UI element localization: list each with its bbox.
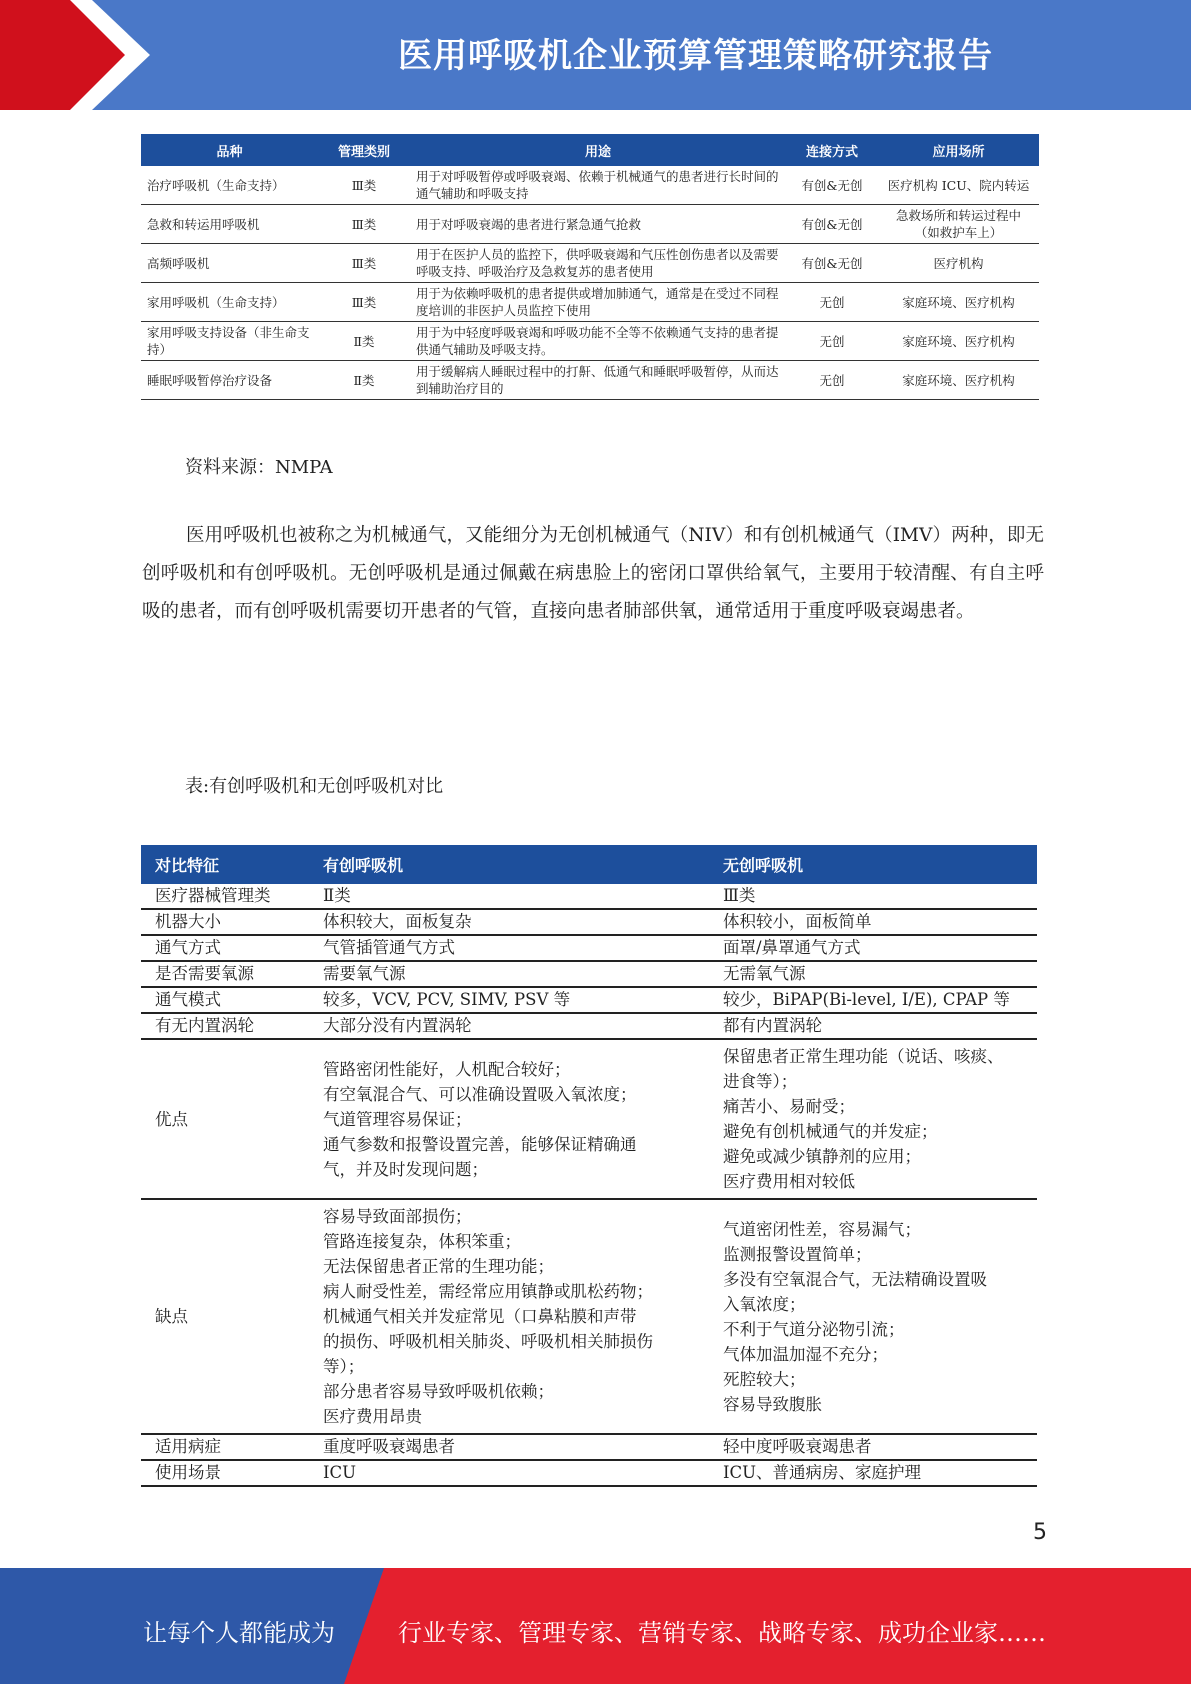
cell-line: 监测报警设置简单；: [723, 1244, 872, 1264]
cell-invasive: [309, 909, 709, 935]
cell-usage: 用于对呼吸衰竭的患者进行紧急通气抢救: [410, 205, 786, 244]
table-row: [141, 1199, 1037, 1434]
page-number: 5: [1033, 1520, 1047, 1545]
cell-class: Ⅱ类: [318, 361, 410, 400]
cell-feature: 缺点: [141, 1199, 309, 1434]
table-row: [141, 909, 1037, 935]
table-row: [141, 1434, 1037, 1460]
cell-usage: 用于为依赖呼吸机的患者提供或增加肺通气，通常是在受过不同程度培训的非医护人员监控下使用: [410, 283, 786, 322]
cell-line: Ⅲ类: [723, 886, 756, 905]
cell-connection: 无创: [786, 283, 878, 322]
cell-line: 有空氧混合气、可以准确设置吸入氧浓度；: [323, 1084, 637, 1104]
cell-line: 通气参数和报警设置完善，能够保证精确通: [323, 1134, 637, 1154]
cell-noninvasive: [709, 1460, 1037, 1486]
cell-connection: 无创: [786, 322, 878, 361]
cell-invasive: [309, 1460, 709, 1486]
cell-variety: 睡眠呼吸暂停治疗设备: [141, 361, 318, 400]
table-row: [141, 205, 1039, 244]
cell-feature: 是否需要氧源: [141, 961, 309, 987]
cell-noninvasive: [709, 987, 1037, 1013]
cell-invasive: [309, 961, 709, 987]
table-row: [141, 283, 1039, 322]
cell-variety: 治疗呼吸机（生命支持）: [141, 166, 318, 205]
table-row: [141, 244, 1039, 283]
col-header-variety: 品种: [141, 134, 318, 166]
page-footer: [0, 1568, 1191, 1684]
table-row: [141, 322, 1039, 361]
cell-line: 气体加温加湿不充分；: [723, 1344, 888, 1364]
cell-variety: 高频呼吸机: [141, 244, 318, 283]
cell-line: 医疗费用昂贵: [323, 1407, 422, 1426]
cell-class: Ⅲ类: [318, 205, 410, 244]
cell-usage: 用于缓解病人睡眠过程中的打鼾、低通气和睡眠呼吸暂停，从而达到辅助治疗目的: [410, 361, 786, 400]
cell-noninvasive: [709, 1434, 1037, 1460]
cell-line: 避免或减少镇静剂的应用；: [723, 1147, 921, 1166]
cell-variety: 家用呼吸机（生命支持）: [141, 283, 318, 322]
cell-line: 容易导致腹胀: [723, 1394, 822, 1414]
cell-line: 都有内置涡轮: [723, 1016, 822, 1035]
cell-feature: 通气模式: [141, 987, 309, 1013]
cell-class: Ⅲ类: [318, 244, 410, 283]
footer-slogan-right: 行业专家、管理专家、营销专家、战略专家、成功企业家……: [398, 1619, 1046, 1647]
cell-feature: 使用场景: [141, 1460, 309, 1486]
cell-noninvasive: [709, 909, 1037, 935]
cell-line: 较多，VCV, PCV, SIMV, PSV 等: [323, 990, 571, 1009]
cell-connection: 有创&无创: [786, 205, 878, 244]
cell-class: Ⅲ类: [318, 166, 410, 205]
cell-line: 气道管理容易保证；: [323, 1109, 472, 1129]
cell-line: 保留患者正常生理功能（说话、咳痰、: [723, 1047, 1004, 1066]
table-row: [141, 166, 1039, 205]
cell-class: Ⅱ类: [318, 322, 410, 361]
cell-place: 急救场所和转运过程中（如救护车上）: [878, 205, 1039, 244]
cell-invasive: [309, 1434, 709, 1460]
cell-line: 气，并及时发现问题；: [323, 1159, 488, 1179]
cell-noninvasive: [709, 961, 1037, 987]
cell-connection: 有创&无创: [786, 166, 878, 205]
table-row: [141, 935, 1037, 961]
cell-line: 面罩/鼻罩通气方式: [723, 938, 861, 957]
table-row: [141, 987, 1037, 1013]
cell-line: 机械通气相关并发症常见（口鼻粘膜和声带: [323, 1307, 637, 1326]
cell-place: 家庭环境、医疗机构: [878, 361, 1039, 400]
col-header-feature: 对比特征: [141, 845, 309, 884]
cell-line: 病人耐受性差，需经常应用镇静或肌松药物；: [323, 1282, 653, 1301]
cell-line: 较少，BiPAP(Bi-level, I/E), CPAP 等: [723, 990, 1010, 1009]
cell-line: 轻中度呼吸衰竭患者: [723, 1437, 872, 1456]
cell-variety: 家用呼吸支持设备（非生命支持）: [141, 322, 318, 361]
cell-noninvasive: [709, 1039, 1037, 1199]
cell-line: 痛苦小、易耐受；: [723, 1097, 855, 1116]
cell-place: 家庭环境、医疗机构: [878, 283, 1039, 322]
table-row: [141, 1039, 1037, 1199]
cell-invasive: [309, 1199, 709, 1434]
comparison-table-body: [141, 884, 1037, 1486]
col-header-noninvasive: 无创呼吸机: [709, 845, 1037, 884]
data-source-note: 资料来源：NMPA: [185, 457, 333, 478]
col-header-place: 应用场所: [878, 134, 1039, 166]
cell-usage: 用于在医护人员的监控下，供呼吸衰竭和气压性创伤患者以及需要呼吸支持、呼吸治疗及急救复苏的患者使用: [410, 244, 786, 283]
cell-invasive: [309, 987, 709, 1013]
cell-invasive: [309, 1013, 709, 1039]
cell-feature: 医疗器械管理类: [141, 884, 309, 909]
col-header-usage: 用途: [410, 134, 786, 166]
cell-feature: 适用病症: [141, 1434, 309, 1460]
cell-noninvasive: [709, 1199, 1037, 1434]
cell-line: 气道密闭性差，容易漏气；: [723, 1219, 921, 1239]
cell-line: 进食等）；: [723, 1072, 798, 1091]
cell-line: 部分患者容易导致呼吸机依赖；: [323, 1382, 554, 1401]
cell-line: 不利于气道分泌物引流；: [723, 1319, 905, 1339]
cell-line: 容易导致面部损伤；: [323, 1207, 472, 1226]
col-header-invasive: 有创呼吸机: [309, 845, 709, 884]
cell-line: 体积较小，面板简单: [723, 912, 872, 931]
table-caption: 表:有创呼吸机和无创呼吸机对比: [185, 776, 444, 797]
cell-line: 无需氧气源: [723, 964, 806, 983]
cell-feature: 有无内置涡轮: [141, 1013, 309, 1039]
cell-line: 体积较大，面板复杂: [323, 912, 472, 931]
cell-line: 需要氧气源: [323, 964, 406, 983]
ventilator-category-table: [141, 134, 1039, 400]
cell-feature: 通气方式: [141, 935, 309, 961]
cell-line: 等）；: [323, 1357, 365, 1376]
cell-noninvasive: [709, 935, 1037, 961]
cell-line: 管路连接复杂，体积笨重；: [323, 1232, 521, 1251]
cell-place: 医疗机构 ICU、院内转运: [878, 166, 1039, 205]
cell-invasive: [309, 935, 709, 961]
cell-feature: 优点: [141, 1039, 309, 1199]
col-header-class: 管理类别: [318, 134, 410, 166]
ventilator-comparison-table: [141, 845, 1037, 1487]
footer-slogan-left: 让每个人都能成为: [143, 1619, 335, 1647]
cell-line: Ⅱ类: [323, 886, 351, 905]
cell-line: 管路密闭性能好，人机配合较好；: [323, 1059, 571, 1079]
cell-line: 的损伤、呼吸机相关肺炎、呼吸机相关肺损伤: [323, 1332, 653, 1351]
page-header: [0, 0, 1191, 110]
cell-line: 重度呼吸衰竭患者: [323, 1437, 455, 1456]
cell-noninvasive: [709, 884, 1037, 909]
cell-line: 大部分没有内置涡轮: [323, 1016, 472, 1035]
cell-feature: 机器大小: [141, 909, 309, 935]
table-row: [141, 1013, 1037, 1039]
cell-line: 死腔较大；: [723, 1369, 806, 1389]
cell-class: Ⅲ类: [318, 283, 410, 322]
cell-line: ICU、普通病房、家庭护理: [723, 1463, 922, 1482]
cell-variety: 急救和转运用呼吸机: [141, 205, 318, 244]
report-title: 医用呼吸机企业预算管理策略研究报告: [398, 36, 993, 76]
cell-connection: 有创&无创: [786, 244, 878, 283]
table-row: [141, 1460, 1037, 1486]
cell-usage: 用于对呼吸暂停或呼吸衰竭、依赖于机械通气的患者进行长时间的通气辅助和呼吸支持: [410, 166, 786, 205]
cell-line: 避免有创机械通气的并发症；: [723, 1122, 938, 1141]
cell-line: 医疗费用相对较低: [723, 1172, 855, 1191]
col-header-connection: 连接方式: [786, 134, 878, 166]
cell-line: 多没有空氧混合气，无法精确设置吸: [723, 1269, 987, 1289]
cell-invasive: [309, 884, 709, 909]
cell-invasive: [309, 1039, 709, 1199]
table-row: [141, 361, 1039, 400]
cell-place: 家庭环境、医疗机构: [878, 322, 1039, 361]
cell-line: 气管插管通气方式: [323, 938, 455, 957]
cell-place: 医疗机构: [878, 244, 1039, 283]
cell-line: ICU: [323, 1463, 357, 1482]
table-row: [141, 884, 1037, 909]
cell-noninvasive: [709, 1013, 1037, 1039]
cell-connection: 无创: [786, 361, 878, 400]
cell-usage: 用于为中轻度呼吸衰竭和呼吸功能不全等不依赖通气支持的患者提供通气辅助及呼吸支持。: [410, 322, 786, 361]
cell-line: 无法保留患者正常的生理功能；: [323, 1257, 554, 1276]
cell-line: 入氧浓度；: [723, 1294, 806, 1314]
table-row: [141, 961, 1037, 987]
body-paragraph: 医用呼吸机也被称之为机械通气，又能细分为无创机械通气（NIV）和有创机械通气（IMV）两种，即无创呼吸机和有创呼吸机。无创呼吸机是通过佩戴在病患脸上的密闭口罩供给氧气，主要用于较清醒、有自主呼吸的患者，而有创呼吸机需要切开患者的气管，直接向患者肺部供氧，通常适用于重度呼吸衰竭患者。: [142, 525, 1044, 622]
